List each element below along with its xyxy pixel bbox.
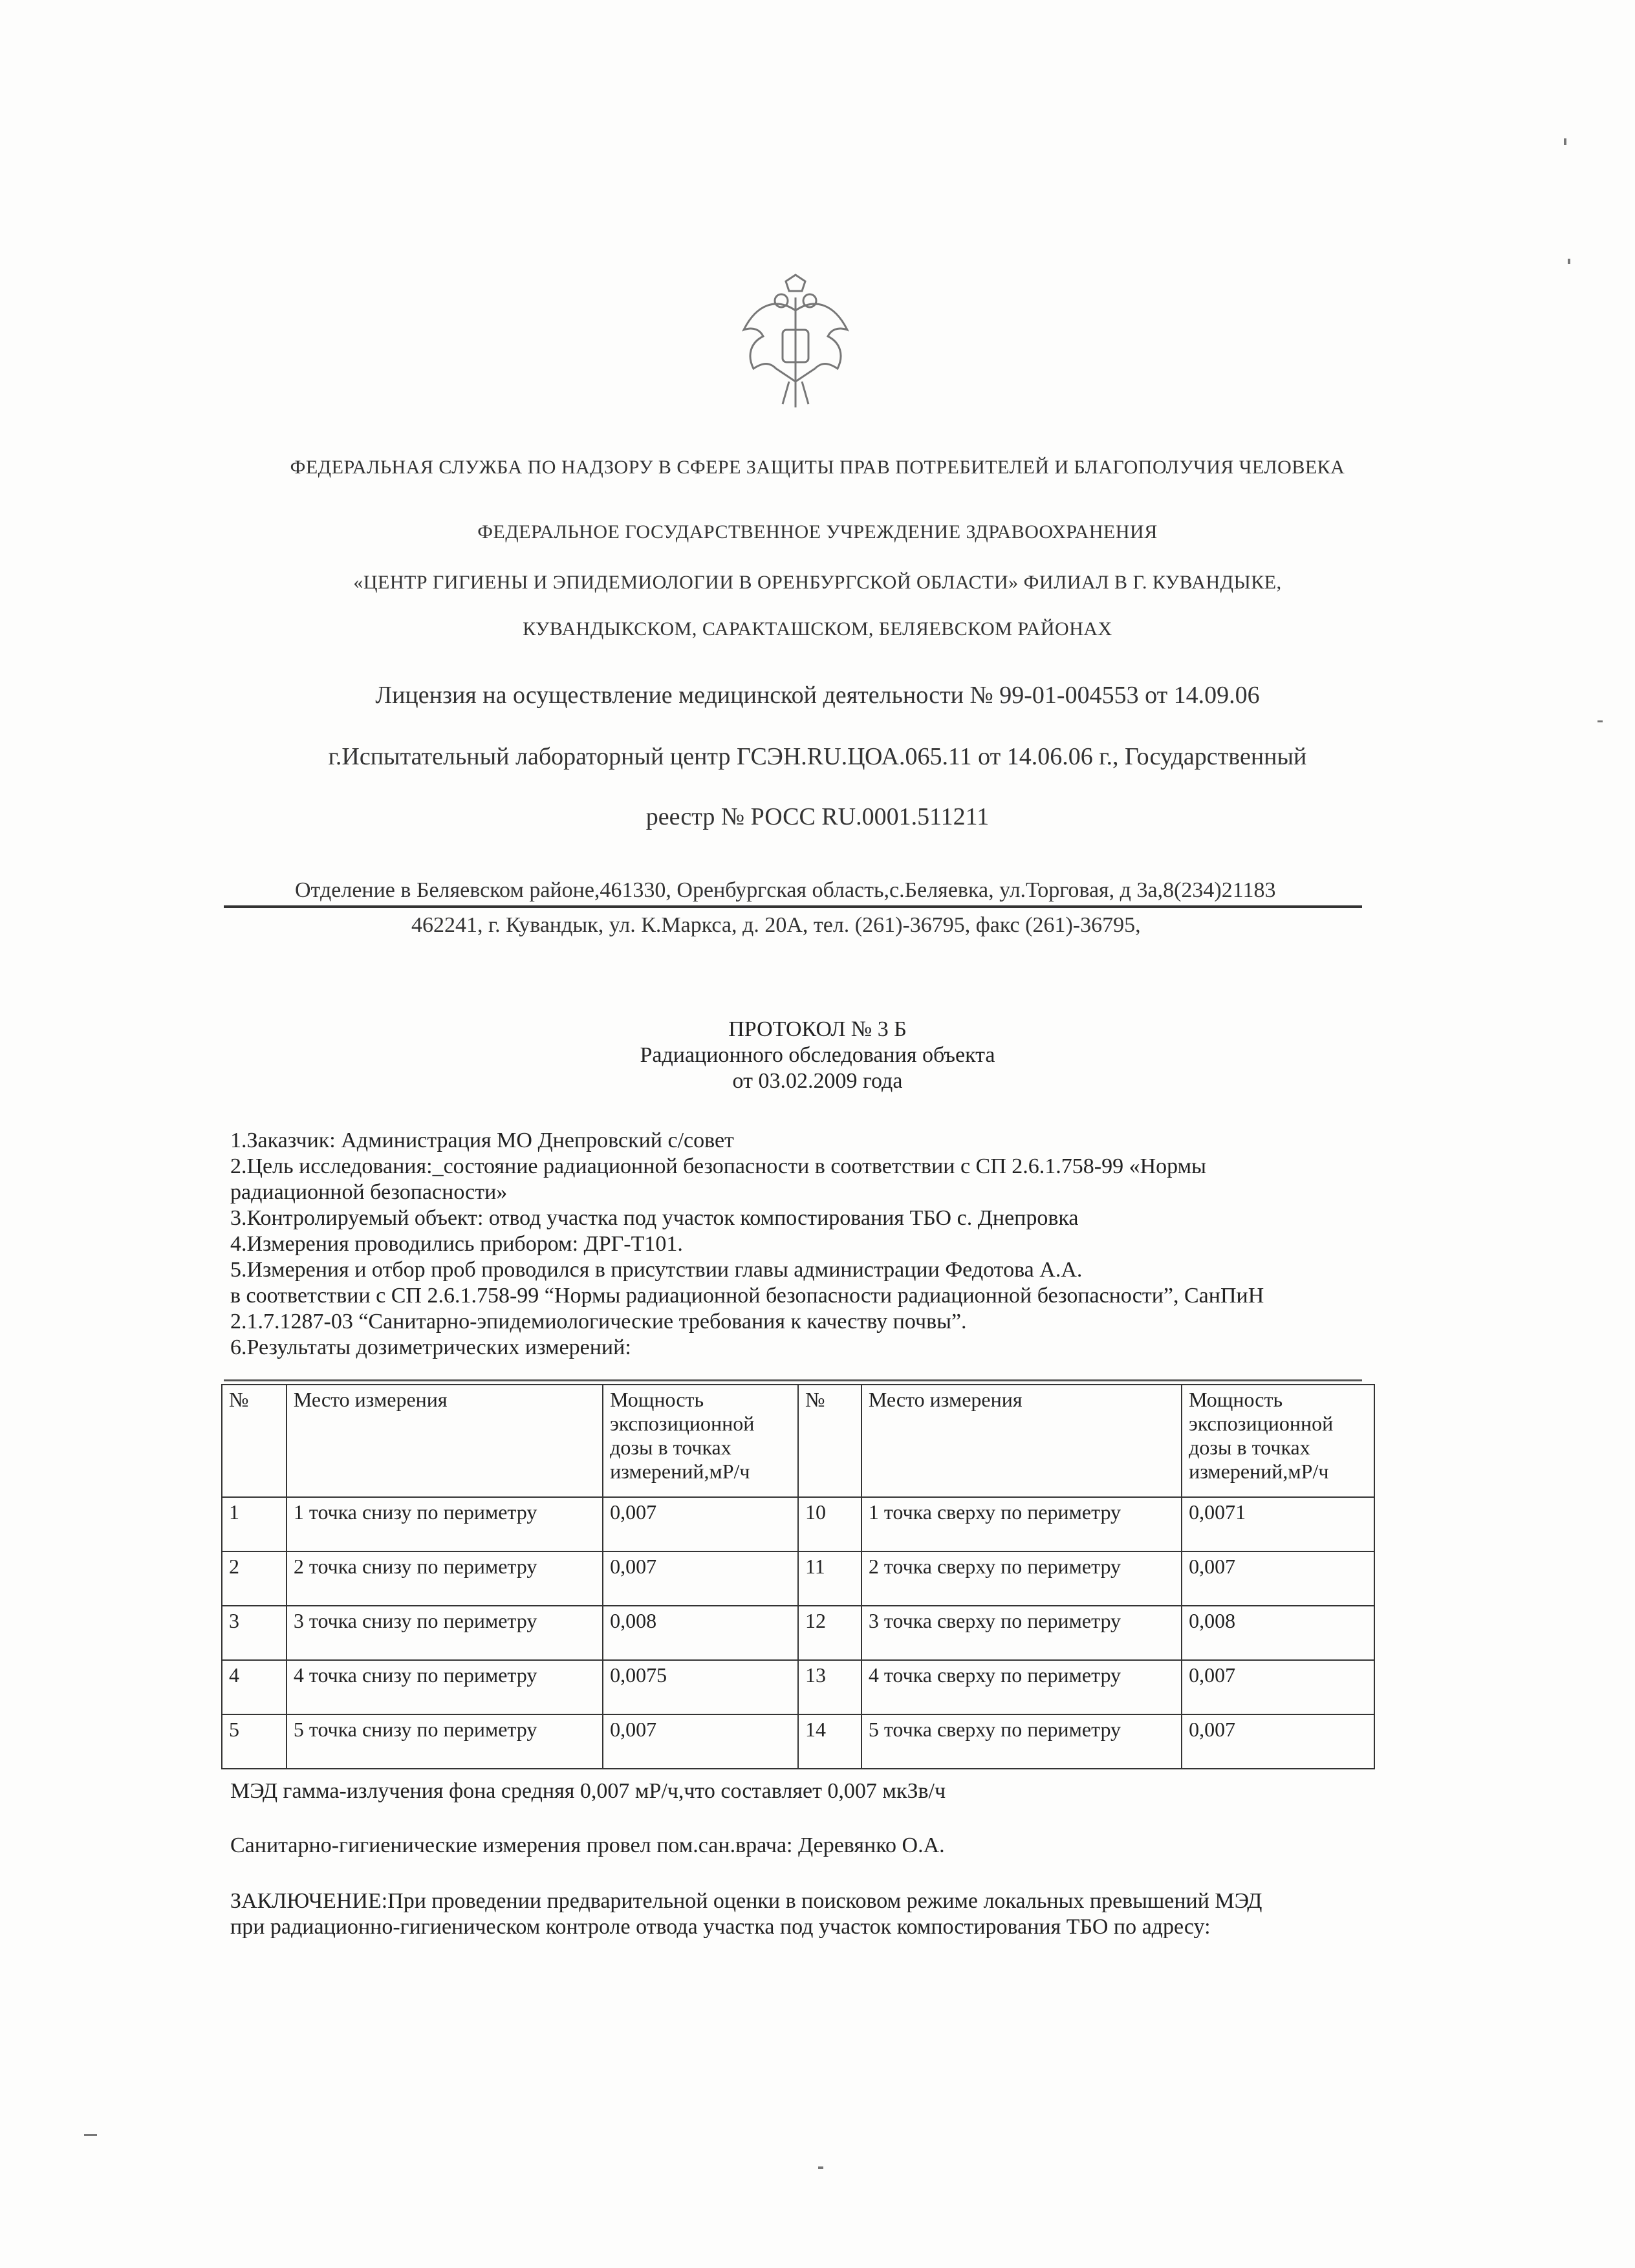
header-place-2: Место измерения (861, 1385, 1182, 1497)
header-power-2: Мощность экспозиционной дозы в точках измерений,мР/ч (1182, 1385, 1374, 1497)
cell-place: 4 точка снизу по периметру (287, 1660, 603, 1714)
cell-place: 4 точка сверху по периметру (861, 1660, 1182, 1714)
cell-value: 0,007 (1182, 1551, 1374, 1606)
cell-value: 0,007 (1182, 1660, 1374, 1714)
cell-place: 2 точка снизу по периметру (287, 1551, 603, 1606)
item-object: 3.Контролируемый объект: отвод участка под участок компостирования ТБО с. Днепровка (230, 1206, 1079, 1230)
item-purpose-cont: радиационной безопасности» (230, 1180, 508, 1204)
cell-value: 0,007 (603, 1551, 798, 1606)
item-instrument: 4.Измерения проводились прибором: ДРГ-Т101. (230, 1232, 683, 1256)
branch-address: Отделение в Беляевском районе,461330, Оренбургская область,с.Беляевка, ул.Торговая, д 3а,8(234)21183 (295, 878, 1276, 902)
agency-name: ФЕДЕРАЛЬНАЯ СЛУЖБА ПО НАДЗОРУ В СФЕРЕ ЗАЩИТЫ ПРАВ ПОТРЕБИТЕЛЕЙ И БЛАГОПОЛУЧИЯ ЧЕЛОВЕКА (290, 457, 1345, 478)
protocol-date: от 03.02.2009 года (732, 1069, 903, 1093)
table-top-rule (224, 1379, 1362, 1381)
cell-value: 0,007 (603, 1497, 798, 1551)
cell-value: 0,0075 (603, 1660, 798, 1714)
item-norms-cont: 2.1.7.1287-03 “Санитарно-эпидемиологические требования к качеству почвы”. (230, 1310, 967, 1334)
header-place-1: Место измерения (287, 1385, 603, 1497)
cell-value: 0,0071 (1182, 1497, 1374, 1551)
scan-speck (818, 2166, 823, 2169)
cell-value: 0,008 (1182, 1606, 1374, 1660)
header-power-1: Мощность экспозиционной дозы в точках измерений,мР/ч (603, 1385, 798, 1497)
table-header-row (222, 1385, 1374, 1497)
cell-num: 14 (798, 1714, 861, 1769)
protocol-title: ПРОТОКОЛ № 3 Б (728, 1017, 907, 1041)
institution-districts: КУВАНДЫКСКОМ, САРАКТАШСКОМ, БЕЛЯЕВСКОМ РАЙОНАХ (523, 618, 1112, 640)
item-results-heading: 6.Результаты дозиметрических измерений: (230, 1335, 631, 1359)
cell-place: 3 точка сверху по периметру (861, 1606, 1182, 1660)
protocol-items (230, 1128, 1394, 1361)
header-num-2: № (798, 1385, 861, 1497)
accreditation-line: г.Испытательный лабораторный центр ГСЭН.RU.ЦОА.065.11 от 14.06.06 г., Государственный (328, 743, 1307, 770)
cell-place: 5 точка сверху по периметру (861, 1714, 1182, 1769)
cell-num: 11 (798, 1551, 861, 1606)
table-row (222, 1660, 1374, 1714)
license-line: Лицензия на осуществление медицинской деятельности № 99-01-004553 от 14.09.06 (375, 682, 1260, 709)
cell-value: 0,007 (603, 1714, 798, 1769)
cell-num: 2 (222, 1551, 287, 1606)
cell-num: 1 (222, 1497, 287, 1551)
cell-num: 5 (222, 1714, 287, 1769)
table-row (222, 1714, 1374, 1769)
item-purpose: 2.Цель исследования:_состояние радиационной безопасности в соответствии с СП 2.6.1.758-99 «Нормы (230, 1154, 1206, 1178)
table-row (222, 1606, 1374, 1660)
conclusion-line-1: ЗАКЛЮЧЕНИЕ:При проведении предварительной оценки в поисковом режиме локальных превышений МЭД (230, 1889, 1262, 1913)
item-customer: 1.Заказчик: Администрация МО Днепровский с/совет (230, 1129, 734, 1152)
table-row (222, 1497, 1374, 1551)
header-divider (224, 905, 1362, 908)
registry-line: реестр № РОСС RU.0001.511211 (645, 803, 990, 830)
cell-place: 5 точка снизу по периметру (287, 1714, 603, 1769)
item-norms: в соответствии с СП 2.6.1.758-99 “Нормы радиационной безопасности радиационной безопасности”, СанПиН (230, 1284, 1264, 1308)
scan-speck (1564, 138, 1566, 145)
table-row (222, 1551, 1374, 1606)
header-num-1: № (222, 1385, 287, 1497)
cell-place: 1 точка сверху по периметру (861, 1497, 1182, 1551)
sanitary-measurer: Санитарно-гигиенические измерения провел пом.сан.врача: Деревянко О.А. (230, 1833, 945, 1857)
cell-num: 3 (222, 1606, 287, 1660)
institution-name: ФЕДЕРАЛЬНОЕ ГОСУДАРСТВЕННОЕ УЧРЕЖДЕНИЕ ЗДРАВООХРАНЕНИЯ (477, 521, 1158, 543)
cell-value: 0,007 (1182, 1714, 1374, 1769)
cell-num: 4 (222, 1660, 287, 1714)
coat-of-arms-emblem (731, 272, 860, 414)
scan-speck (1597, 720, 1603, 722)
scan-speck (1568, 259, 1570, 264)
med-background: МЭД гамма-излучения фона средняя 0,007 мР/ч,что составляет 0,007 мкЗв/ч (230, 1779, 946, 1803)
cell-num: 13 (798, 1660, 861, 1714)
cell-value: 0,008 (603, 1606, 798, 1660)
cell-place: 2 точка сверху по периметру (861, 1551, 1182, 1606)
cell-place: 3 точка снизу по периметру (287, 1606, 603, 1660)
institution-center: «ЦЕНТР ГИГИЕНЫ И ЭПИДЕМИОЛОГИИ В ОРЕНБУРГСКОЙ ОБЛАСТИ» ФИЛИАЛ В Г. КУВАНДЫКЕ, (353, 572, 1282, 593)
scan-speck (84, 2134, 97, 2136)
cell-num: 12 (798, 1606, 861, 1660)
protocol-subtitle: Радиационного обследования объекта (640, 1043, 995, 1067)
conclusion-line-2: при радиационно-гигиеническом контроле отвода участка под участок компостирования ТБО по адресу: (230, 1915, 1211, 1939)
cell-place: 1 точка снизу по периметру (287, 1497, 603, 1551)
main-address: 462241, г. Кувандык, ул. К.Маркса, д. 20А, тел. (261)-36795, факс (261)-36795, (411, 913, 1141, 937)
results-table (221, 1384, 1375, 1769)
item-presence: 5.Измерения и отбор проб проводился в присутствии главы администрации Федотова А.А. (230, 1258, 1083, 1282)
cell-num: 10 (798, 1497, 861, 1551)
